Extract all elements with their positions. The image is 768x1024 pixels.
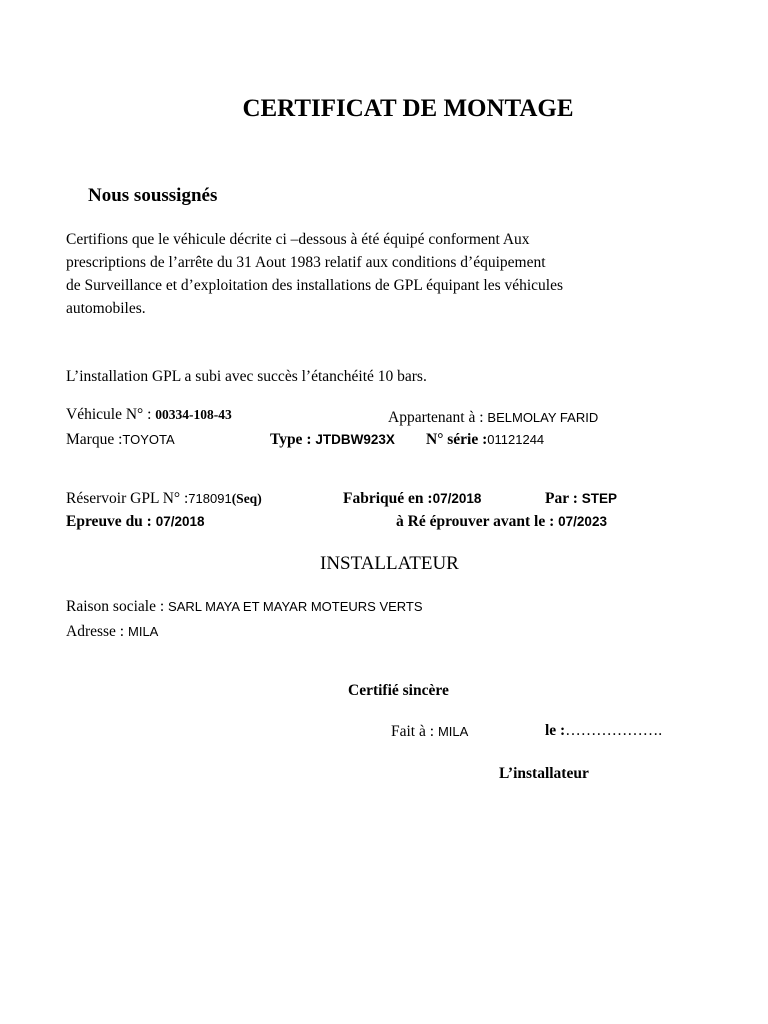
owner-label: Appartenant à :: [388, 409, 488, 426]
company-field: [66, 598, 423, 616]
owner-field: [388, 409, 598, 427]
vehicle-number-value: 00334-108-43: [155, 407, 232, 422]
owner-value: BELMOLAY FARID: [487, 410, 599, 425]
test-date-label: Epreuve du :: [66, 513, 156, 530]
place-label: Fait à :: [391, 723, 438, 740]
brand-field: [66, 431, 175, 449]
gpl-statement: L’installation GPL a subi avec succès l’étanchéité 10 bars.: [66, 368, 427, 385]
tank-number-value: 718091: [188, 491, 232, 506]
paragraph-line-2: prescriptions de l’arrête du 31 Aout 1983 relatif aux conditions d’équipement: [66, 254, 546, 271]
type-value: JTDBW923X: [315, 432, 395, 447]
paragraph-line-4: automobiles.: [66, 300, 146, 317]
serial-field: [426, 431, 544, 449]
manufacturer-field: [545, 490, 617, 508]
place-field: [391, 723, 468, 741]
brand-label: Marque :: [66, 431, 123, 448]
manufacturer-label: Par :: [545, 490, 582, 507]
retest-date-label: à Ré éprouver avant le :: [396, 513, 559, 530]
date-field: [545, 722, 662, 740]
retest-date-field: [396, 513, 607, 531]
tank-number-label: Réservoir GPL N° :: [66, 490, 189, 507]
certified-statement: Certifié sincère: [348, 682, 449, 699]
address-field: [66, 623, 158, 641]
address-value: MILA: [128, 624, 159, 639]
vehicle-number-field: [66, 406, 232, 424]
retest-date-value: 07/2023: [558, 514, 607, 529]
serial-value: 01121244: [487, 432, 545, 447]
type-label: Type :: [270, 431, 316, 448]
test-date-field: [66, 513, 205, 531]
document-title: CERTIFICAT DE MONTAGE: [242, 95, 574, 122]
signature-label: L’installateur: [499, 765, 589, 782]
company-value: SARL MAYA ET MAYAR MOTEURS VERTS: [168, 599, 423, 614]
manufactured-value: 07/2018: [432, 491, 482, 506]
intro-heading: Nous soussignés: [88, 185, 218, 206]
address-label: Adresse :: [66, 623, 128, 640]
paragraph-line-1: Certifions que le véhicule décrite ci –dessous à été équipé conforment Aux: [66, 231, 530, 248]
paragraph-line-3: de Surveillance et d’exploitation des installations de GPL équipant les véhicules: [66, 277, 564, 294]
vehicle-number-label: Véhicule N° :: [66, 406, 156, 423]
brand-value: TOYOTA: [122, 432, 175, 447]
tank-number-field: [66, 490, 262, 508]
test-date-value: 07/2018: [155, 514, 205, 529]
type-field: [270, 431, 395, 449]
company-label: Raison sociale :: [66, 598, 169, 615]
date-label: le :: [545, 722, 566, 739]
installer-heading: INSTALLATEUR: [320, 553, 459, 574]
manufacturer-value: STEP: [581, 491, 617, 506]
date-placeholder: ……………….: [565, 722, 663, 739]
tank-number-suffix: (Seq): [231, 491, 262, 506]
place-value: MILA: [437, 724, 469, 739]
manufactured-label: Fabriqué en :: [343, 490, 433, 507]
manufactured-field: [343, 490, 481, 508]
serial-label: N° série :: [426, 431, 488, 448]
